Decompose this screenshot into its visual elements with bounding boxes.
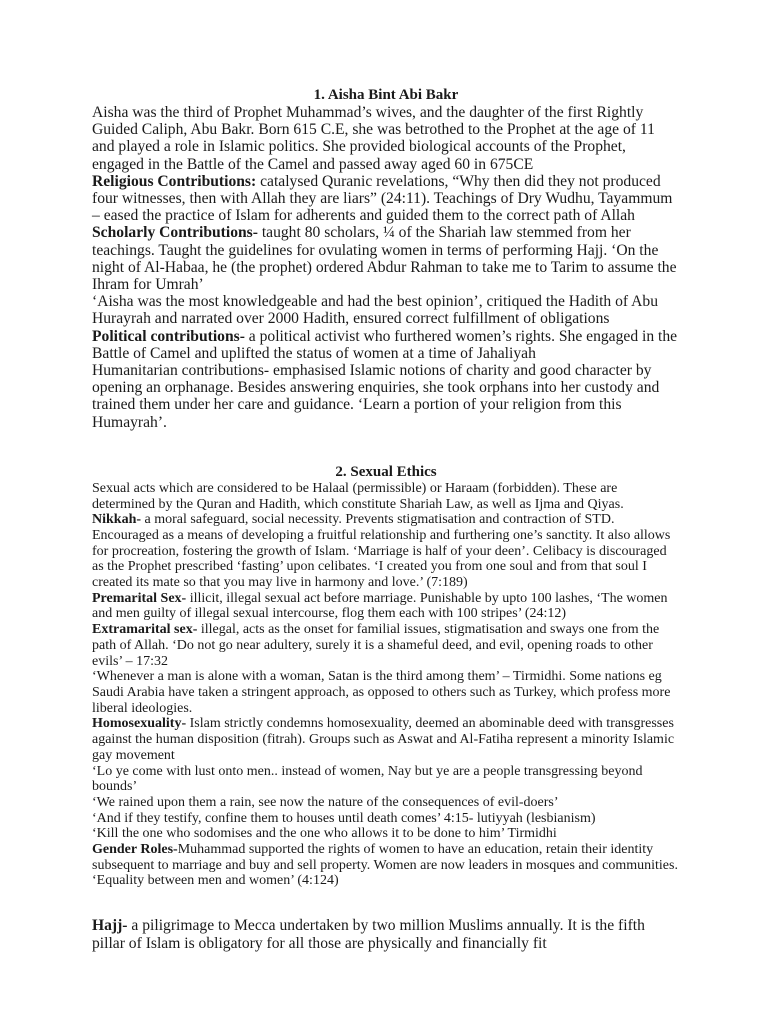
premarital-sex-paragraph (92, 591, 680, 622)
sexual-ethics-intro-paragraph: Sexual acts which are considered to be Halaal (permissible) or Haraam (forbidden). These are determined by the Quran and Hadith, which constitute Shariah Law, as well as Ijma and Qiyas. (92, 480, 624, 512)
aisha-intro-paragraph: Aisha was the third of Prophet Muhammad’s wives, and the daughter of the first Rightly Guided Caliph, Abu Bakr. Born 615 C.E, she was betrothed to the Prophet at the age of 11 and played a role in Islamic politics. She provided biological accounts of the Prophet, engaged in the Battle of the Camel and passed away aged 60 in 675CE (92, 104, 655, 173)
rain-quote: ‘We rained upon them a rain, see now the nature of the consequences of evil-doers’ (92, 794, 559, 810)
homosexuality-paragraph (92, 716, 680, 763)
hajj-label: Hajj- (92, 917, 128, 935)
scholarly-contributions-label: Scholarly Contributions- (92, 224, 258, 242)
premarital-sex-label: Premarital Sex- (92, 590, 187, 606)
political-contributions-text: a political activist who furthered women’s rights. She engaged in the Battle of Camel and uplifted the status of women at a time of Jahaliyah (92, 327, 678, 362)
scholarly-contributions-paragraph (92, 224, 680, 293)
knowledge-quote-paragraph: ‘Aisha was the most knowledgeable and had the best opinion’, critiqued the Hadith of Abu Hurayrah and narrated over 2000 Hadith, ensured correct fulfillment of obligations (92, 293, 659, 328)
extramarital-sex-paragraph (92, 622, 680, 669)
political-contributions-label: Political contributions- (92, 327, 245, 345)
gender-roles-text: Muhammad supported the rights of women to have an education, retain their identity subsequent to marriage and buy and sell property. Women are now leaders in mosques and communities. ‘Equality between men and women’ (4:124) (92, 842, 678, 889)
premarital-sex-text: illicit, illegal sexual act before marriage. Punishable by upto 100 lashes, ‘The women and men guilty of illegal sexual intercourse, flog them each with 100 stripes’ (24:12) (92, 590, 668, 622)
section-1-heading: 1. Aisha Bint Abi Bakr (313, 87, 459, 103)
nikkah-label: Nikkah- (92, 512, 142, 528)
document-page (92, 84, 680, 953)
hajj-text: a piligrimage to Mecca undertaken by two million Muslims annually. It is the fifth pillar of Islam is obligatory for all those are physically and financially fit (92, 917, 645, 953)
tirmidhi-quote-paragraph: ‘Whenever a man is alone with a woman, Satan is the third among them’ – Tirmidhi. Some nations eg Saudi Arabia have taken a stringent approach, as opposed to others such as Turkey, which profess more liberal ideologies. (92, 669, 671, 716)
humanitarian-contributions-paragraph: Humanitarian contributions- emphasised Islamic notions of charity and good character by opening an orphanage. Besides answering enquiries, she took orphans into her custody and trained them under her care and guidance. ‘Learn a portion of your religion from this Humayrah’. (92, 362, 660, 431)
religious-contributions-paragraph (92, 173, 680, 225)
gender-roles-label: Gender Roles- (92, 842, 178, 858)
extramarital-sex-label: Extramarital sex- (92, 622, 198, 638)
nikkah-text: a moral safeguard, social necessity. Prevents stigmatisation and contraction of STD. Encouraged as a means of developing a fruitful relationship and furthering one’s sanctity. It also allows for procreation, fostering the growth of Islam. ‘Marriage is half of your deen’. Celibacy is discouraged as the Prophet prescribed ‘fasting’ upon celibates. ‘I created you from one soul and from that soul I created its mate so that you may live in harmony and love.’ (7:189) (92, 512, 671, 591)
religious-contributions-text: catalysed Quranic revelations, “Why then did they not produced four witnesses, then with Allah they are liars” (24:11). Teachings of Dry Wudhu, Tayammum – eased the practice of Islam for adherents and guided them to the correct path of Allah (92, 172, 673, 225)
kill-quote: ‘Kill the one who sodomises and the one who allows it to be done to him’ Tirmidhi (92, 826, 557, 842)
religious-contributions-label: Religious Contributions: (92, 172, 257, 190)
gender-roles-paragraph (92, 842, 680, 889)
homosexuality-text: Islam strictly condemns homosexuality, deemed an abominable deed with transgresses against the human disposition (fitrah). Groups such as Aswat and Al-Fatiha represent a minority Islamic gay movement (92, 716, 675, 763)
scholarly-contributions-text: taught 80 scholars, ¼ of the Shariah law stemmed from her teachings. Taught the guidelines for ovulating women in terms of performing Hajj. ‘On the night of Al-Habaa, he (the prophet) ordered Abdur Rahman to take me to Tarim to assume the Ihram for Umrah’ (92, 224, 677, 294)
political-contributions-paragraph (92, 328, 680, 362)
lust-quote: ‘Lo ye come with lust onto men.. instead of women, Nay but ye are a people transgressing beyond bounds’ (92, 763, 643, 795)
testify-quote: ‘And if they testify, confine them to houses until death comes’ 4:15- lutiyyah (lesbianism) (92, 810, 596, 826)
homosexuality-label: Homosexuality- (92, 716, 187, 732)
nikkah-paragraph (92, 512, 680, 591)
section-spacer (92, 889, 680, 917)
section-2-heading: 2. Sexual Ethics (335, 463, 437, 480)
hajj-paragraph (92, 917, 680, 953)
section-spacer (92, 431, 680, 463)
extramarital-sex-text: illegal, acts as the onset for familial issues, stigmatisation and sways one from the path of Allah. ‘Do not go near adultery, surely it is a shameful deed, and evil, opening roads to other evils’ – 17:32 (92, 622, 660, 669)
